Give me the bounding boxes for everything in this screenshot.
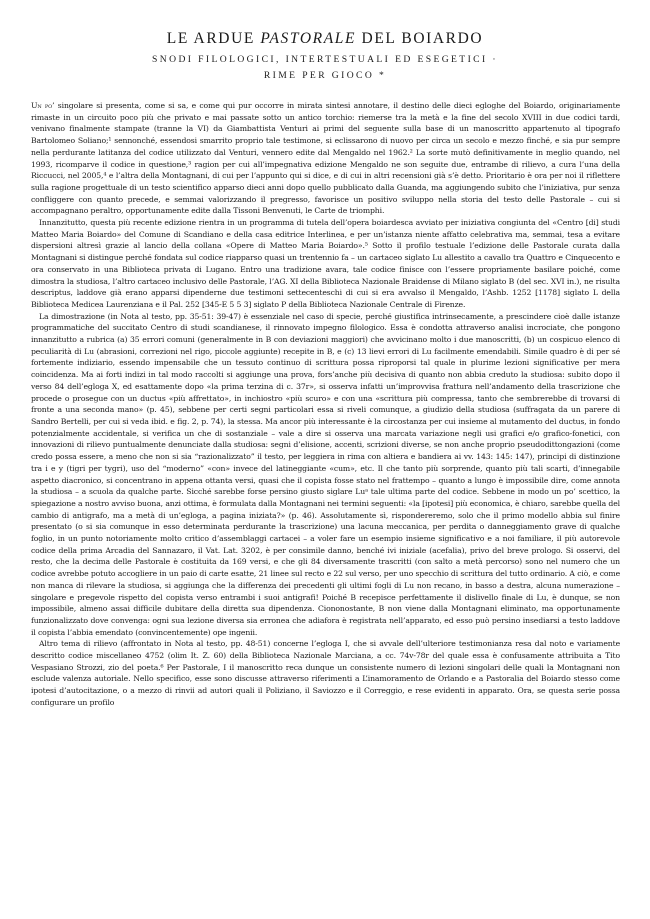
title-prefix: LE ARDUE: [166, 30, 261, 47]
article-body: [31, 100, 620, 912]
paragraph: [31, 100, 620, 217]
article-title: [0, 30, 650, 48]
paragraph-text: singolare si presenta, come si sa, e come qui pur occorre in mirata sintesi annotare, il destino delle dieci egloghe del Boiardo, originariamente rimaste in un circuito poco più che privato e mai passate sotto un antico torchio: riemerse tra la metà e la fine del secolo XVIII in due codici tardi, venivano finalmente stampate (tranne la VI) da Giambattista Venturi ai primi del seguente sulla base di un manoscritto appartenuto al tipografo Bartolomeo Soliano;¹ sennonché, essendosi smarrito proprio tale testimone, si eclissarono di nuovo per circa un secolo e mezzo finché, e sia pur sempre nella perdurante latitanza del codice utilizzato dal Venturi, vennero edite dal Mengaldo nel 1962.² La sorte mutò definitivamente in meglio quando, nel 1993, ricomparve il codice in questione,³ ragion per cui all’impegnativa edizione Mengaldo ne son seguite due, entrambe di rilievo, a cura l’una della Riccucci, nel 2005,⁴ e l’altra della Montagnani, di cui per l’appunto qui si dice, e di cui in altri recensioni già s’è detto. Prioritario è ora per noi il riflettere sulla ragione progettuale di un testo scientifico apparso dieci anni dopo quello pubblicato dalla Guanda, ma aggiungendo subito che l’iniziativa, pur senza confliggere con quanto precede, e semmai valorizzando il pregresso, favorisce un positivo sviluppo nella storia del testo delle Pastorale – cui si accompagnano peraltro, opportunamente edite dalla Tissoni Benvenuti, le Carte de triomphi.: [31, 101, 620, 216]
paragraph: La dimostrazione (in Nota al testo, pp. 35-51: 39-47) è essenziale nel caso di specie, perché giustifica intrinsecamente, a prescindere cioè dalle istanze programmatiche del succitato Centro di studi scandianese, il rinnovato impegno filologico. Essa è condotta attraverso analisi incrociate, che pongono innanzitutto a rubrica (a) 35 errori comuni (generalmente in B con deviazioni maggiori) che avvicinano molto i due manoscritti, (b) un cospicuo elenco di peculiarità di Lu (abrasioni, correzioni nel rigo, piccole aggiunte) recepite in B, e (c) 13 lievi errori di Lu facilmente emendabili. Simile quadro è di per sé fortemente indiziario, essendo impensabile che un tessuto continuo di scrittura possa riproporsi tal quale in plurime lezioni significative per mera coincidenza. Ma ai forti indizi in tal modo raccolti si aggiunge una prova, fors’anche più decisiva di quanto non abbia creduto la studiosa: subito dopo il verso 84 dell’egloga X, ed esattamente dopo «la prima terzina di c. 37r», si osserva infatti un’improvvisa frattura nell’andamento della trascrizione che procede o prosegue con un ductus «più affrettato», in inchiostro «più scuro» e con una «scrittura più compressa, tanto che sembrerebbe di trovarsi di fronte a una seconda mano» (p. 45), sebbene per certi segni particolari essa si riveli comunque, a giudizio della studiosa (suffragata da un parere di Sandro Bertelli, per cui si veda ibid. e fig. 2, p. 74), la stessa. Ma ancor più interessante è la circostanza per cui insieme al mutamento del ductus, in fondo potenzialmente accidentale, si verifica un che di sostanziale – vale a dire si osserva una marcata variazione negli usi grafici e/o grafico-fonetici, con innovazioni di rilievo puntualmente denunciate dalla studiosa: segni d’elisione, accenti, scrizioni diverse, se non anche proprio pseudodittongazioni (come credo possa essere, a meno che non si sia “razionalizzato” il testo, per leggiera in rima con altiera e bandiera ai vv. 143: 145: 147), principi di distinzione tra i e y (tigri per tygri), uso del “moderno” «con» invece del latineggiante «cum», etc. Il che tanto più sorprende, quanto più tali scarti, d’innegabile aspetto diacronico, si concentrano in appena ottanta versi, quasi che il copista fosse stato nel frattempo – quanto a lungo è impossibile dire, come annota la studiosa – a scuola da qualche parte. Sicché sarebbe forse persino giusto siglare Luᵃ tale ultima parte del codice. Sebbene in modo un po’ scettico, la spiegazione a nostro avviso buona, anzi ottima, è formulata dalla Montagnani nei termini seguenti: «la [ipotesi] più economica, è chiaro, sarebbe quella del cambio di antigrafo, ma a metà di un’egloga, a pagina iniziata?» (p. 46). Assolutamente sì, rispondereremo, solo che il primo modello abbia sul finire presentato (o si sia comunque in esso determinata perdurante la trascrizione) una lacuna meccanica, per perdita o danneggiamento grave di qualche foglio, in un punto notoriamente molto critico d’assemblaggi cartacei – a voler fare un esempio insieme significativo e a noi familiare, il più autorevole codice della prima Arcadia del Sannazaro, il Vat. Lat. 3202, è per consimile danno, benché ivi iniziale (acefalia), privo del breve prologo. Si osservi, del resto, che la decima delle Pastorale è costituita da 169 versi, e che gli 84 diversamente trascritti (con salto a metà percorso) sono nel numero che un codice avrebbe potuto accogliere in un paio di carte esatte, 21 linee sul recto e 22 sul verso, per uno specchio di scrittura del tutto ordinario. A ciò, e come non manca di rilevare la studiosa, si aggiunga che la differenza dei precedenti gli ultimi fogli di Lu non recano, in basso a destra, alcuna numerazione – singolare e pregevole rispetto del copista verso entrambi i suoi antigrafi! Poiché B recepisce perfettamente il dislivello finale di Lu, è dunque, se non impossibile, almeno assai difficile dubitare della diretta sua dipendenza. Ciononostante, B non viene dalla Montagnani eliminato, ma opportunamente funzionalizzato dove convenga: ogni sua lezione diversa sia erronea che adiafora è registrata nell’apparato, ed esso può persino insediarsi a testo laddove il copista l’abbia emendato (convincentemente) ope ingenii.: [31, 311, 620, 637]
title-suffix: DEL BOIARDO: [356, 30, 484, 47]
title-italic: PASTORALE: [260, 30, 357, 47]
paragraph-lead: Un po’: [31, 101, 55, 110]
paragraph: Innanzitutto, questa più recente edizione rientra in un programma di tutela dell’opera boiardesca avviato per iniziativa congiunta del «Centro [di] studi Matteo Maria Boiardo» del Comune di Scandiano e della casa editrice Interlinea, e per un’istanza niente affatto celebrativa ma, semmai, tesa a evitare dispersioni altresì grazie al lancio della collana «Opere di Matteo Maria Boiardo».⁵ Sotto il profilo testuale l’edizione delle Pastorale curata dalla Montagnani si distingue perché fondata sul codice riapparso quasi un trentennio fa – un cartaceo siglato Lu allestito a cavallo tra Quattro e Cinquecento e ora conservato in una Biblioteca privata di Lugano. Entro una tradizione avara, tale codice finisce con l’essere propriamente basilare poiché, come dimostra la studiosa, l’altro cartaceo inclusivo delle Pastorale, l’AG. XI della Biblioteca Nazionale Braidense di Milano siglato B (del sec. XVI in.), ne risulta descriptus, laddove già erano apparsi dipenderne due testimoni settecenteschi di cui si era avvalso il Mengaldo, l’Ashb. 1252 [1178] siglato L della Biblioteca Medicea Laurenziana e il Pal. 252 [345-E 5 5 3] siglato P della Biblioteca Nazionale Centrale di Firenze.: [31, 218, 620, 309]
article-subtitle-line-1: SNODI FILOLOGICI, INTERTESTUALI ED ESEGETICI ·: [152, 54, 498, 65]
article-subtitle-line-2: RIME PER GIOCO *: [263, 70, 387, 81]
paragraph: Altro tema di rilievo (affrontato in Nota al testo, pp. 48-51) concerne l’egloga I, che si avvale dell’ulteriore testimonianza resa dal noto e variamente descritto codice miscellaneo 4752 (olim It. Z. 60) della Biblioteca Nazionale Marciana, a cc. 74v-78r del quale essa è confusamente attribuita a Tito Vespasiano Strozzi, zio del poeta.⁶ Per Pastorale, I il manoscritto reca dunque un consistente numero di lezioni singolari delle quali la Montagnani non esclude valenza autoriale. Nello specifico, esse sono discusse attraverso riferimenti a L’inamoramento de Orlando e a Pastoralia del Boiardo stesso come ipotesi d’autocitazione, o a mezzo di rinvii ad autori quali il Poliziano, il Saviozzo e il Correggio, e rese evidenti in apparato. Ora, se questa serie possa configurare un profilo: [31, 639, 620, 707]
